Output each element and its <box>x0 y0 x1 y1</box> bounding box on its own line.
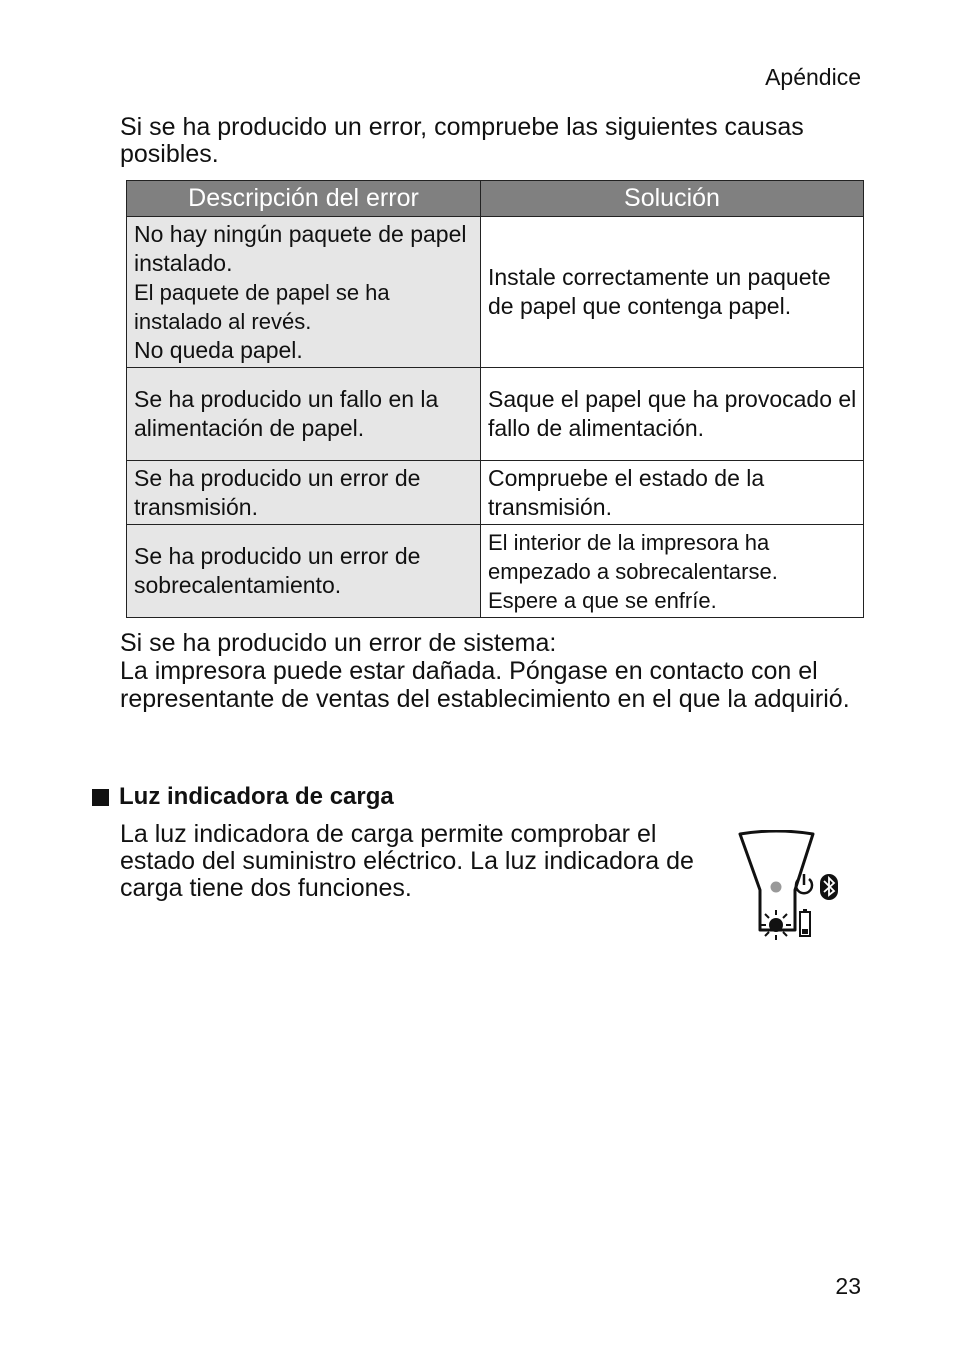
table-row <box>127 368 864 461</box>
charge-heading-text: Luz indicadora de carga <box>119 783 394 810</box>
intro-text: Si se ha producido un error, compruebe las siguientes causas posibles. <box>120 113 804 168</box>
error-table <box>126 180 864 618</box>
cell-text: El interior de la impresora ha empezado a sobrecalentarse. <box>488 529 778 584</box>
square-bullet-icon <box>92 789 109 806</box>
system-error-text: La impresora puede estar dañada. Póngase en contacto con el representante de ventas del establecimiento en el que la adquirió. <box>120 657 850 713</box>
status-light-icon <box>771 882 782 893</box>
bluetooth-icon <box>820 874 838 900</box>
error-description-cell <box>127 368 481 461</box>
cell-text: No queda papel. <box>134 336 303 363</box>
error-description-cell <box>127 217 481 368</box>
table-header-row <box>127 181 864 217</box>
cell-text: Se ha producido un fallo en la alimentación de papel. <box>134 386 439 441</box>
error-description-cell <box>127 461 481 525</box>
solution-cell <box>481 525 864 618</box>
charge-indicator-illustration <box>736 830 846 945</box>
cell-text: Se ha producido un error de transmisión. <box>134 464 421 520</box>
column-header-description: Descripción del error <box>127 181 481 217</box>
section-header: Apéndice <box>765 64 861 90</box>
funnel-outline <box>740 831 813 930</box>
charge-section-heading <box>92 783 394 811</box>
solution-cell <box>481 368 864 461</box>
blinking-light-icon <box>761 910 791 940</box>
error-description-cell <box>127 525 481 618</box>
charge-section-body: La luz indicadora de carga permite comprobar el estado del suministro eléctrico. La luz indicadora de carga tiene dos funciones. <box>120 820 694 902</box>
table-row <box>127 525 864 618</box>
cell-text: Compruebe el estado de la transmisión. <box>488 464 765 520</box>
solution-cell <box>481 217 864 368</box>
table-row <box>127 461 864 525</box>
page-number: 23 <box>835 1273 861 1299</box>
column-header-solution: Solución <box>481 181 864 217</box>
cell-text: Instale correctamente un paquete de papel que contenga papel. <box>488 264 831 319</box>
system-error-note <box>120 629 870 713</box>
cell-text: No hay ningún paquete de papel instalado. <box>134 220 467 276</box>
table-row <box>127 217 864 368</box>
battery-icon <box>800 909 810 936</box>
cell-text: Saque el papel que ha provocado el fallo de alimentación. <box>488 386 857 441</box>
cell-text: Espere a que se enfríe. <box>488 587 717 613</box>
system-error-title: Si se ha producido un error de sistema: <box>120 629 557 657</box>
cell-text: Se ha producido un error de sobrecalentamiento. <box>134 543 421 598</box>
cell-text: El paquete de papel se ha instalado al revés. <box>134 279 390 334</box>
solution-cell <box>481 461 864 525</box>
